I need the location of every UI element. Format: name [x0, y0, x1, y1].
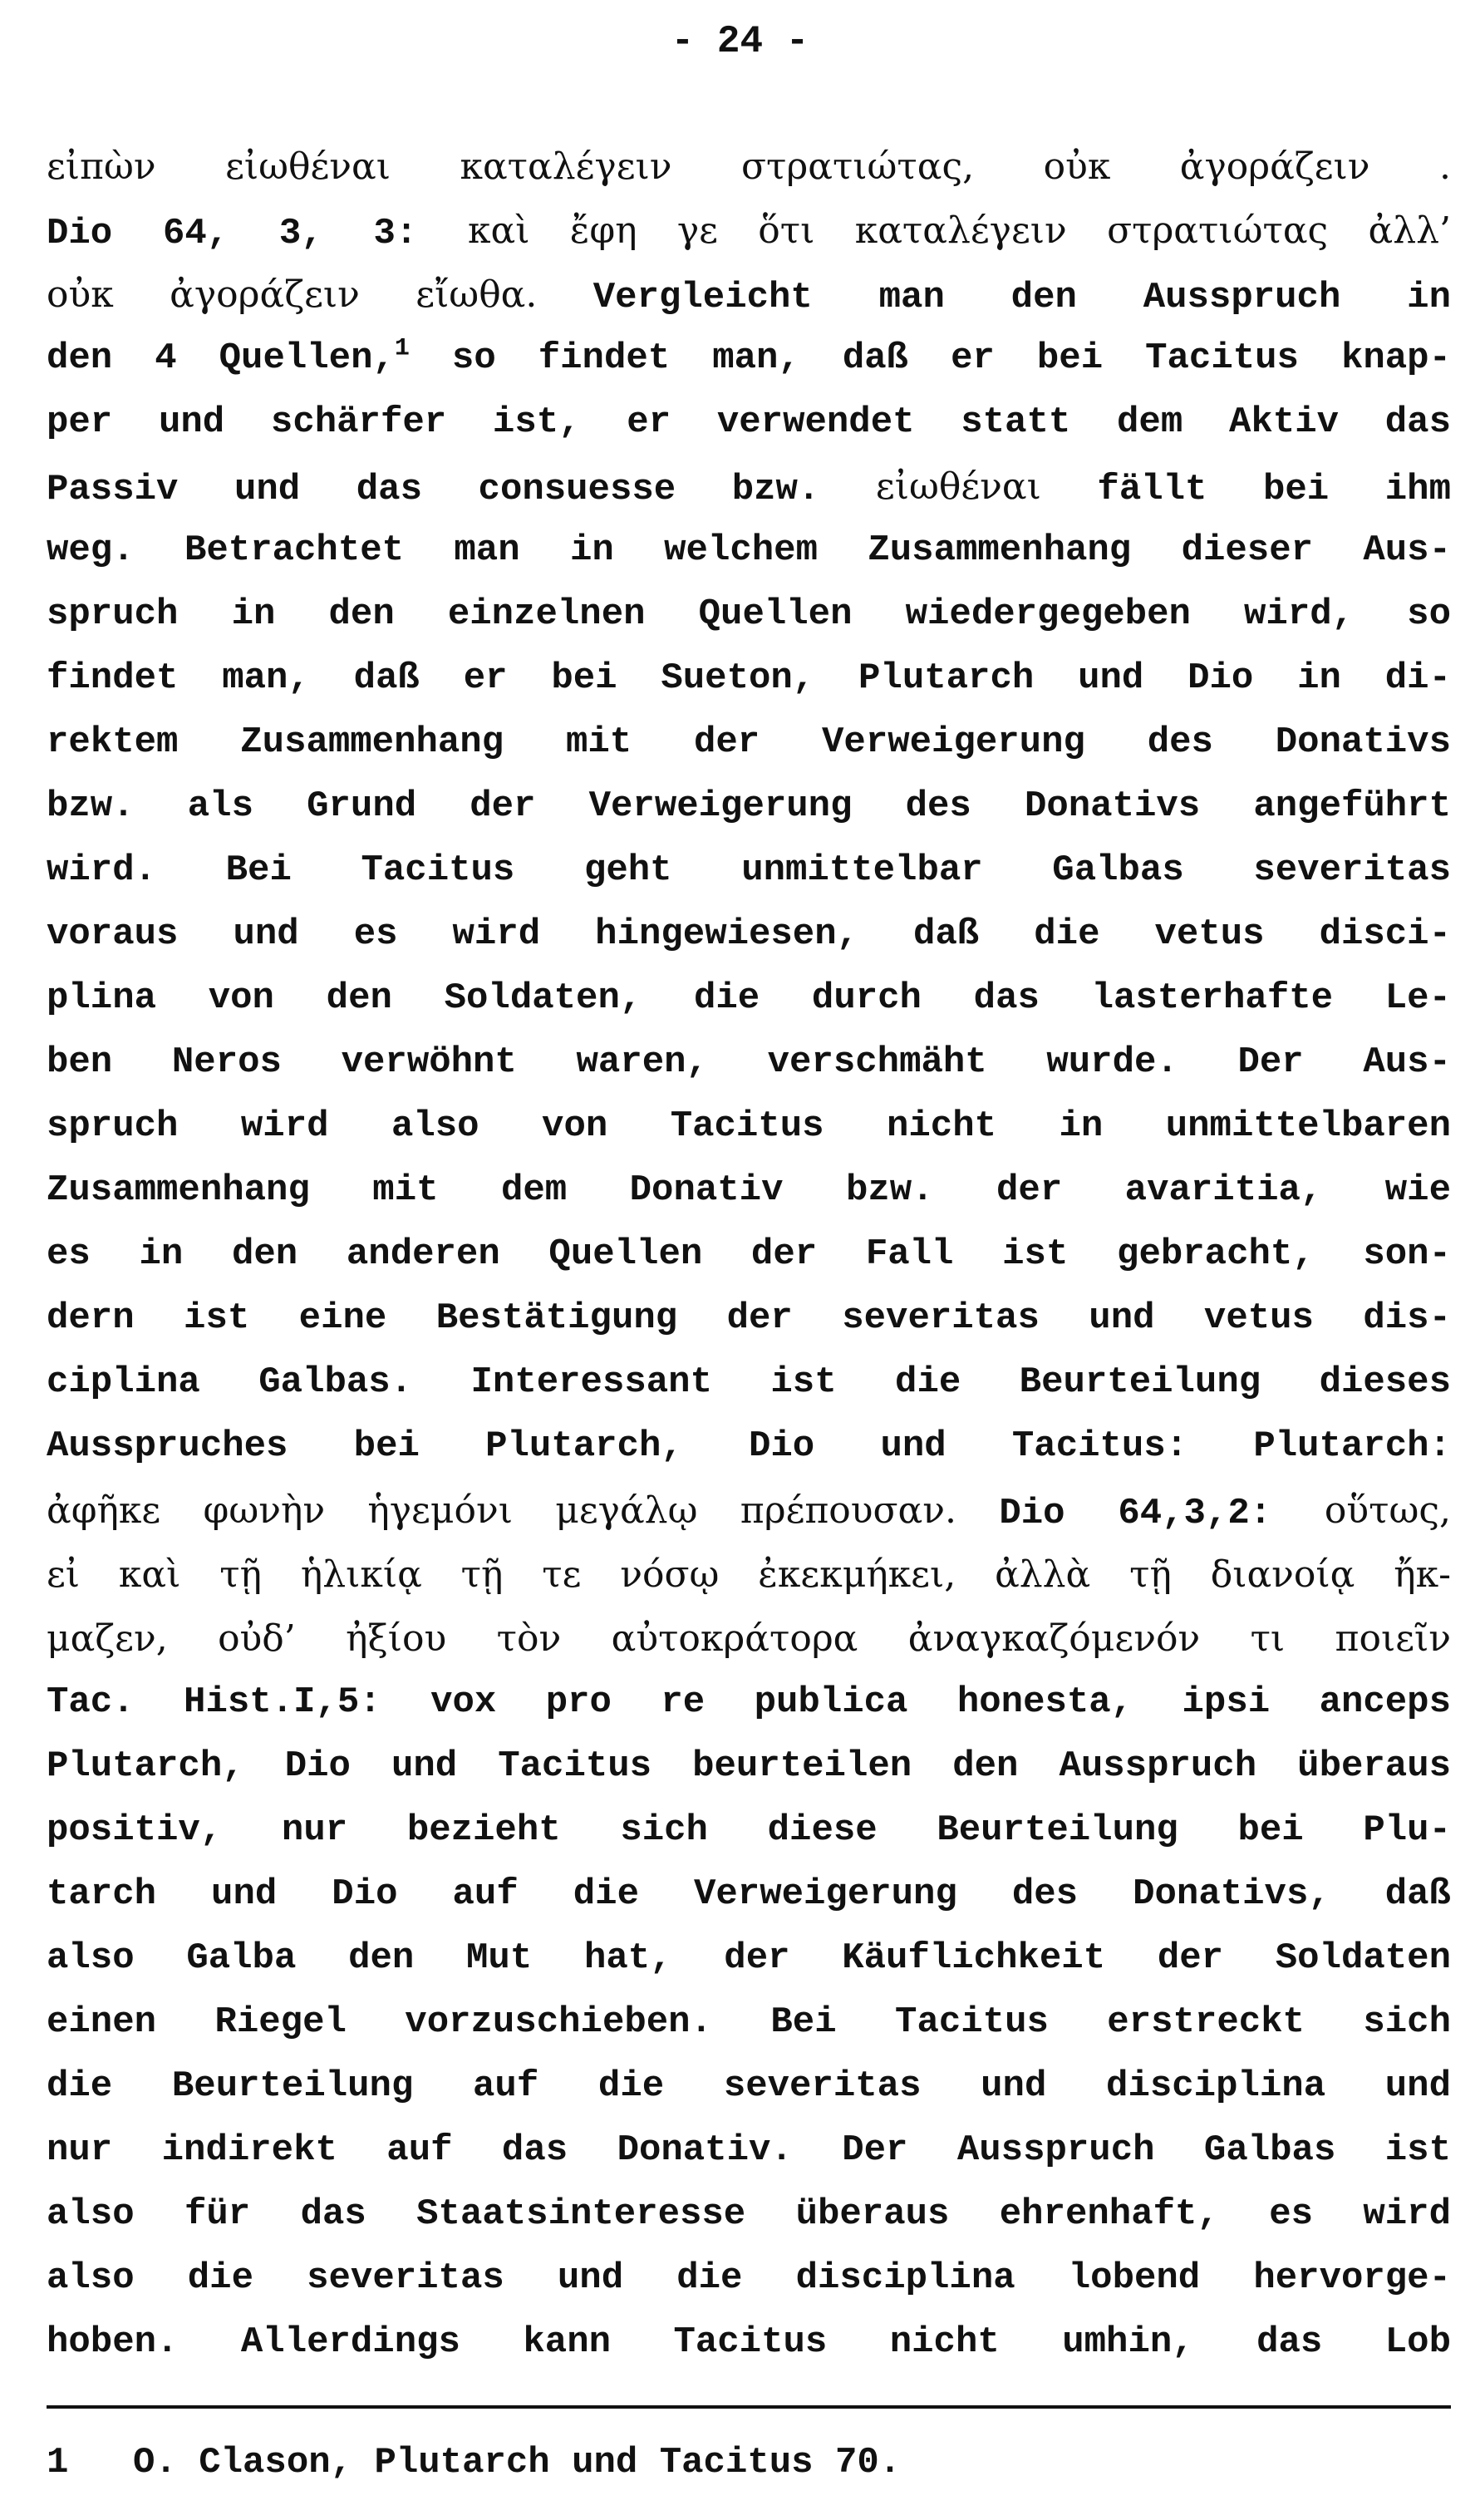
- text-line: [47, 263, 1451, 327]
- text-segment: hoben. Allerdings kann Tacitus nicht umhin, das Lob: [47, 2321, 1451, 2363]
- text-segment: also Galba den Mut hat, der Käuflichkeit der Soldaten: [47, 1937, 1451, 1979]
- text-segment: Plutarch, Dio und Tacitus beurteilen den Ausspruch überaus: [47, 1745, 1451, 1787]
- text-line: [47, 1031, 1451, 1095]
- text-line: [47, 583, 1451, 647]
- text-segment: so findet man, daß er bei Tacitus knap-: [409, 337, 1451, 379]
- text-line: [47, 647, 1451, 711]
- text-line: [47, 1863, 1451, 1927]
- footnote-number: 1: [47, 2442, 69, 2483]
- text-line: [47, 327, 1451, 391]
- text-segment: findet man, daß er bei Sueton, Plutarch und Dio in di-: [47, 657, 1451, 699]
- text-line: [47, 1927, 1451, 1991]
- text-line: [47, 199, 1451, 263]
- text-segment: also die severitas und die disciplina lobend hervorge-: [47, 2257, 1451, 2299]
- text-segment: weg. Betrachtet man in welchem Zusammenhang dieser Aus-: [47, 529, 1451, 571]
- text-segment: dern ist eine Bestätigung der severitas und vetus dis-: [47, 1297, 1451, 1339]
- text-segment: spruch in den einzelnen Quellen wiedergegeben wird, so: [47, 593, 1451, 635]
- text-line: [47, 1735, 1451, 1799]
- greek-text: οὕτως,: [1324, 1489, 1451, 1532]
- body-text: [47, 135, 1451, 2375]
- footnote: [47, 2442, 1451, 2483]
- text-segment: ben Neros verwöhnt waren, verschmäht wurde. Der Aus-: [47, 1041, 1451, 1083]
- text-line: [47, 711, 1451, 775]
- text-line: [47, 1159, 1451, 1223]
- greek-text: καὶ ἔφη γε ὅτι καταλέγειν στρατιώτας ἀλλ’: [468, 209, 1451, 252]
- text-line: [47, 2119, 1451, 2183]
- text-segment: tarch und Dio auf die Verweigerung des Donativs, daß: [47, 1873, 1451, 1915]
- text-segment: plina von den Soldaten, die durch das lasterhafte Le-: [47, 977, 1451, 1019]
- text-segment: einen Riegel vorzuschieben. Bei Tacitus erstreckt sich: [47, 2001, 1451, 2043]
- text-line: [47, 1415, 1451, 1479]
- text-line: [47, 1095, 1451, 1159]
- text-segment: rektem Zusammenhang mit der Verweigerung des Donativs: [47, 721, 1451, 763]
- greek-text: ἀφῆκε φωνὴν ἡγεμόνι μεγάλῳ πρέπουσαν.: [47, 1489, 1000, 1532]
- text-segment: wird. Bei Tacitus geht unmittelbar Galbas severitas: [47, 849, 1451, 891]
- text-segment: Dio 64,3,2:: [999, 1493, 1325, 1534]
- text-segment: ciplina Galbas. Interessant ist die Beurteilung dieses: [47, 1361, 1451, 1403]
- text-segment: Passiv und das consuesse bzw.: [47, 469, 876, 510]
- text-segment: fällt bei ihm: [1040, 469, 1451, 510]
- greek-text: μαζεν, οὐδ’ ἠξίου τὸν αὐτοκράτορα ἀναγκαζόμενόν τι ποιεῖν: [47, 1617, 1451, 1660]
- text-segment: spruch wird also von Tacitus nicht in unmittelbaren: [47, 1105, 1451, 1147]
- text-segment: bzw. als Grund der Verweigerung des Donativs angeführt: [47, 785, 1451, 827]
- text-segment: die Beurteilung auf die severitas und disciplina und: [47, 2065, 1451, 2107]
- footnote-rule: [47, 2405, 1451, 2409]
- text-segment: per und schärfer ist, er verwendet statt dem Aktiv das: [47, 401, 1451, 443]
- text-line: [47, 391, 1451, 455]
- text-line: [47, 455, 1451, 519]
- text-line: [47, 2247, 1451, 2311]
- text-segment: Tac. Hist.I,5: vox pro re publica honesta, ipsi anceps: [47, 1681, 1451, 1723]
- text-segment: voraus und es wird hingewiesen, daß die vetus disci-: [47, 913, 1451, 955]
- greek-text: εἰπὼν εἰωθέναι καταλέγειν στρατιώτας, οὐκ ἀγοράζειν .: [47, 145, 1451, 188]
- text-segment: positiv, nur bezieht sich diese Beurteilung bei Plu-: [47, 1809, 1451, 1851]
- text-segment: nur indirekt auf das Donativ. Der Ausspruch Galbas ist: [47, 2129, 1451, 2171]
- text-line: [47, 519, 1451, 583]
- text-line: [47, 1287, 1451, 1351]
- text-line: [47, 2183, 1451, 2247]
- text-line: [47, 1799, 1451, 1863]
- greek-text: εἰωθέναι: [875, 465, 1041, 508]
- text-line: [47, 903, 1451, 967]
- text-segment: also für das Staatsinteresse überaus ehrenhaft, es wird: [47, 2193, 1451, 2235]
- text-line: [47, 1607, 1451, 1671]
- text-segment: Ausspruches bei Plutarch, Dio und Tacitus: Plutarch:: [47, 1425, 1451, 1467]
- text-line: [47, 1351, 1451, 1415]
- text-segment: Zusammenhang mit dem Donativ bzw. der avaritia, wie: [47, 1169, 1451, 1211]
- footnote-marker: 1: [394, 334, 410, 363]
- text-line: [47, 135, 1451, 199]
- text-line: [47, 775, 1451, 839]
- greek-text: εἰ καὶ τῇ ἡλικίᾳ τῇ τε νόσῳ ἐκεκμήκει, ἀλλὰ τῇ διανοίᾳ ἤκ-: [47, 1553, 1451, 1596]
- text-line: [47, 967, 1451, 1031]
- text-line: [47, 1479, 1451, 1543]
- text-line: [47, 1543, 1451, 1607]
- text-segment: Dio 64, 3, 3:: [47, 213, 468, 254]
- text-segment: es in den anderen Quellen der Fall ist gebracht, son-: [47, 1233, 1451, 1275]
- page-number: - 24 -: [671, 20, 809, 63]
- text-segment: Vergleicht man den Ausspruch in: [592, 277, 1451, 318]
- text-line: [47, 1223, 1451, 1287]
- footnote-text: O. Clason, Plutarch und Tacitus 70.: [133, 2442, 902, 2483]
- greek-text: οὐκ ἀγοράζειν εἴωθα.: [47, 273, 593, 316]
- text-line: [47, 2055, 1451, 2119]
- text-line: [47, 839, 1451, 903]
- text-line: [47, 2311, 1451, 2375]
- text-segment: den 4 Quellen,: [47, 337, 395, 379]
- text-line: [47, 1991, 1451, 2055]
- text-line: [47, 1671, 1451, 1735]
